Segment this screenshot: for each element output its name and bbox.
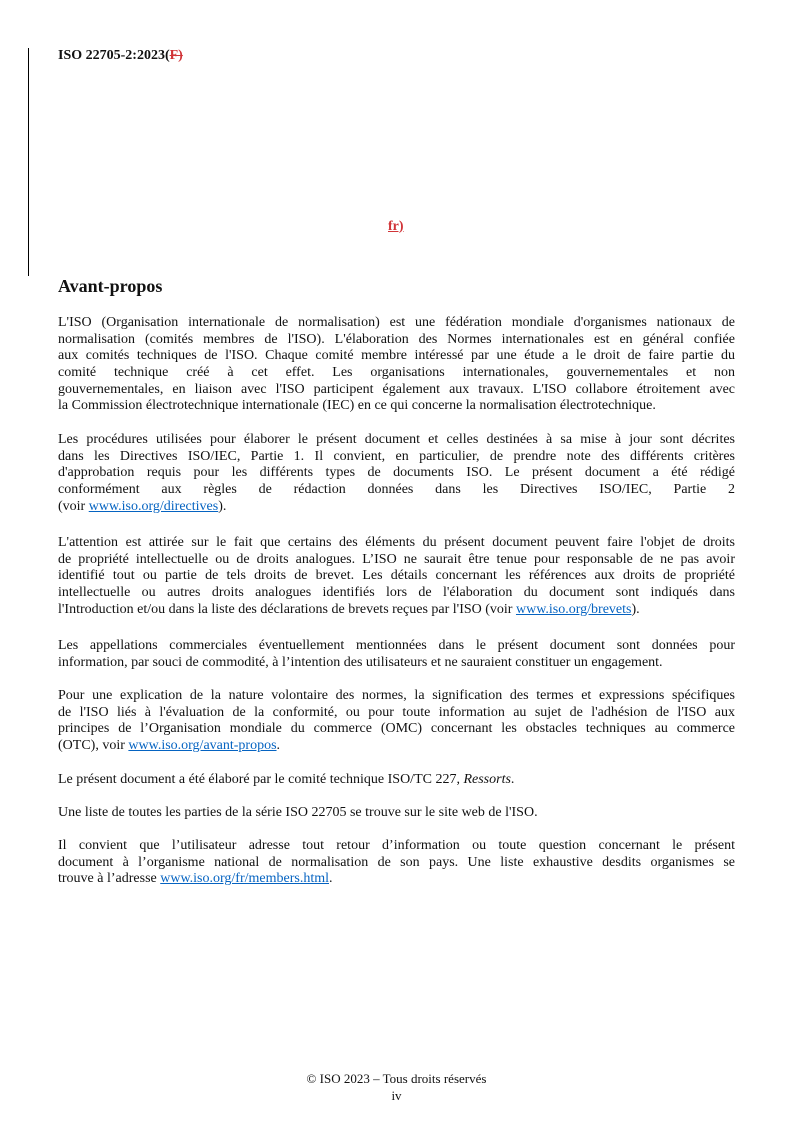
italic-text: Ressorts	[463, 772, 511, 787]
text-segment: Il convient que l’utilisateur adresse tout retour d’information ou toute question concernant le présent	[58, 838, 735, 853]
text-segment: ).	[631, 601, 640, 617]
text-line	[58, 398, 735, 415]
text-segment: comité technique créé à cet effet. Les organisations internationales, gouvernementales et non	[58, 365, 735, 381]
text-segment: document à l’organisme national de normalisation de son pays. Une liste exhaustive desdits organismes se	[58, 854, 735, 870]
text-segment: Pour une explication de la nature volontaire des normes, la signification des termes et expressions spécifiques	[58, 688, 735, 703]
text-segment: ).	[218, 498, 227, 514]
text-line	[58, 772, 735, 789]
text-segment: conformément aux règles de rédaction données dans les Directives ISO/IEC, Partie 2	[58, 482, 735, 498]
text-line	[58, 738, 735, 755]
text-line	[58, 638, 735, 655]
text-segment: principes de l’Organisation mondiale du commerce (OMC) concernant les obstacles techniques au commerce	[58, 721, 735, 737]
text-segment: information, par souci de commodité, à l’intention des utilisateurs et ne sauraient constituer un engagement.	[58, 654, 663, 670]
text-segment: Une liste de toutes les parties de la série ISO 22705 se trouve sur le site web de l'ISO.	[58, 805, 538, 820]
text-segment: Le présent document a été élaboré par le comité technique ISO/TC 227,	[58, 772, 464, 787]
text-segment: Les appellations commerciales éventuellement mentionnées dans le présent document sont données pour	[58, 638, 735, 653]
link[interactable]: www.iso.org/fr/members.html	[160, 871, 329, 887]
text-segment: (voir	[58, 498, 89, 514]
text-segment: d'approbation requis pour les différents types de documents ISO. Le présent document a été rédigé	[58, 465, 735, 481]
inserted-text: fr)	[388, 219, 404, 234]
paragraph	[58, 315, 735, 415]
link[interactable]: www.iso.org/brevets	[515, 601, 632, 617]
document-header	[58, 48, 183, 64]
page-number: iv	[391, 1088, 402, 1103]
text-line	[58, 315, 735, 332]
section-title: Avant-propos	[58, 276, 163, 296]
deleted-text: F)	[169, 48, 183, 63]
text-segment: (OTC), voir	[58, 738, 129, 754]
text-line	[58, 499, 735, 516]
text-line	[58, 482, 735, 499]
text-line	[58, 721, 735, 738]
text-line	[58, 688, 735, 705]
paragraph	[58, 838, 735, 888]
text-line	[58, 585, 735, 602]
text-segment: l'Introduction et/ou dans la liste des déclarations de brevets reçues par l'ISO (voir	[58, 601, 516, 617]
link[interactable]: www.iso.org/directives	[88, 498, 219, 514]
doc-id: ISO 22705-2:2023(	[58, 48, 170, 63]
text-line	[58, 705, 735, 722]
paragraph	[58, 432, 735, 515]
paragraph	[58, 772, 735, 789]
text-segment: aux comités techniques de l'ISO. Chaque comité membre intéressé par une étude a le droit de faire partie du	[58, 348, 735, 364]
text-segment: trouve à l’adresse	[58, 871, 161, 887]
text-segment: de l'ISO liés à l'évaluation de la conformité, ou pour toute information au sujet de l'adhésion de l'ISO aux	[58, 704, 735, 720]
text-line	[58, 568, 735, 585]
text-line	[58, 348, 735, 365]
text-line	[58, 449, 735, 466]
text-line	[58, 871, 735, 888]
text-line	[58, 332, 735, 349]
text-line	[58, 365, 735, 382]
text-segment: .	[276, 738, 281, 754]
text-line	[58, 552, 735, 569]
text-segment: la Commission électrotechnique internationale (IEC) en ce qui concerne la normalisation électrotechnique.	[58, 398, 656, 414]
text-line	[58, 432, 735, 449]
text-segment: .	[329, 871, 333, 887]
footer-copyright: © ISO 2023 – Tous droits réservés	[306, 1071, 487, 1086]
text-segment: normalisation (comités membres de l'ISO). L'élaboration des Normes internationales est en général confiée	[58, 331, 735, 347]
text-line	[58, 602, 735, 619]
paragraph	[58, 805, 735, 822]
change-bar	[28, 48, 29, 276]
text-segment: .	[510, 772, 515, 787]
paragraph	[58, 688, 735, 755]
text-line	[58, 655, 735, 672]
text-segment: de propriété intellectuelle ou de droits analogues. L’ISO ne saurait être tenue pour responsable de ne pas avoir	[58, 551, 735, 567]
text-line	[58, 382, 735, 399]
text-segment: dans les Directives ISO/IEC, Partie 1. Il convient, en particulier, de prendre note des différents critères	[58, 448, 735, 464]
paragraph	[58, 638, 735, 671]
paragraph	[58, 535, 735, 618]
text-segment: gouvernementales, en liaison avec l'ISO participent également aux travaux. L'ISO collabore étroitement avec	[58, 381, 735, 397]
text-segment: L'ISO (Organisation internationale de normalisation) est une fédération mondiale d'organismes nationaux de	[58, 315, 735, 330]
text-segment: identifié tout ou partie de tels droits de brevet. Les détails concernant les références aux droits de propriété	[58, 568, 735, 584]
text-segment: Les procédures utilisées pour élaborer le présent document et celles destinées à sa mise à jour sont décrites	[58, 432, 735, 447]
text-line	[58, 465, 735, 482]
text-line	[58, 805, 735, 822]
text-segment: intellectuelle ou autres droits analogues identifiés lors de l'élaboration du document sont indiqués dans	[58, 585, 735, 601]
text-line	[58, 838, 735, 855]
link[interactable]: www.iso.org/avant-propos	[128, 738, 277, 754]
text-line	[58, 855, 735, 872]
text-segment: L'attention est attirée sur le fait que certains des éléments du présent document peuvent faire l'objet de droits	[58, 535, 735, 550]
text-line	[58, 535, 735, 552]
